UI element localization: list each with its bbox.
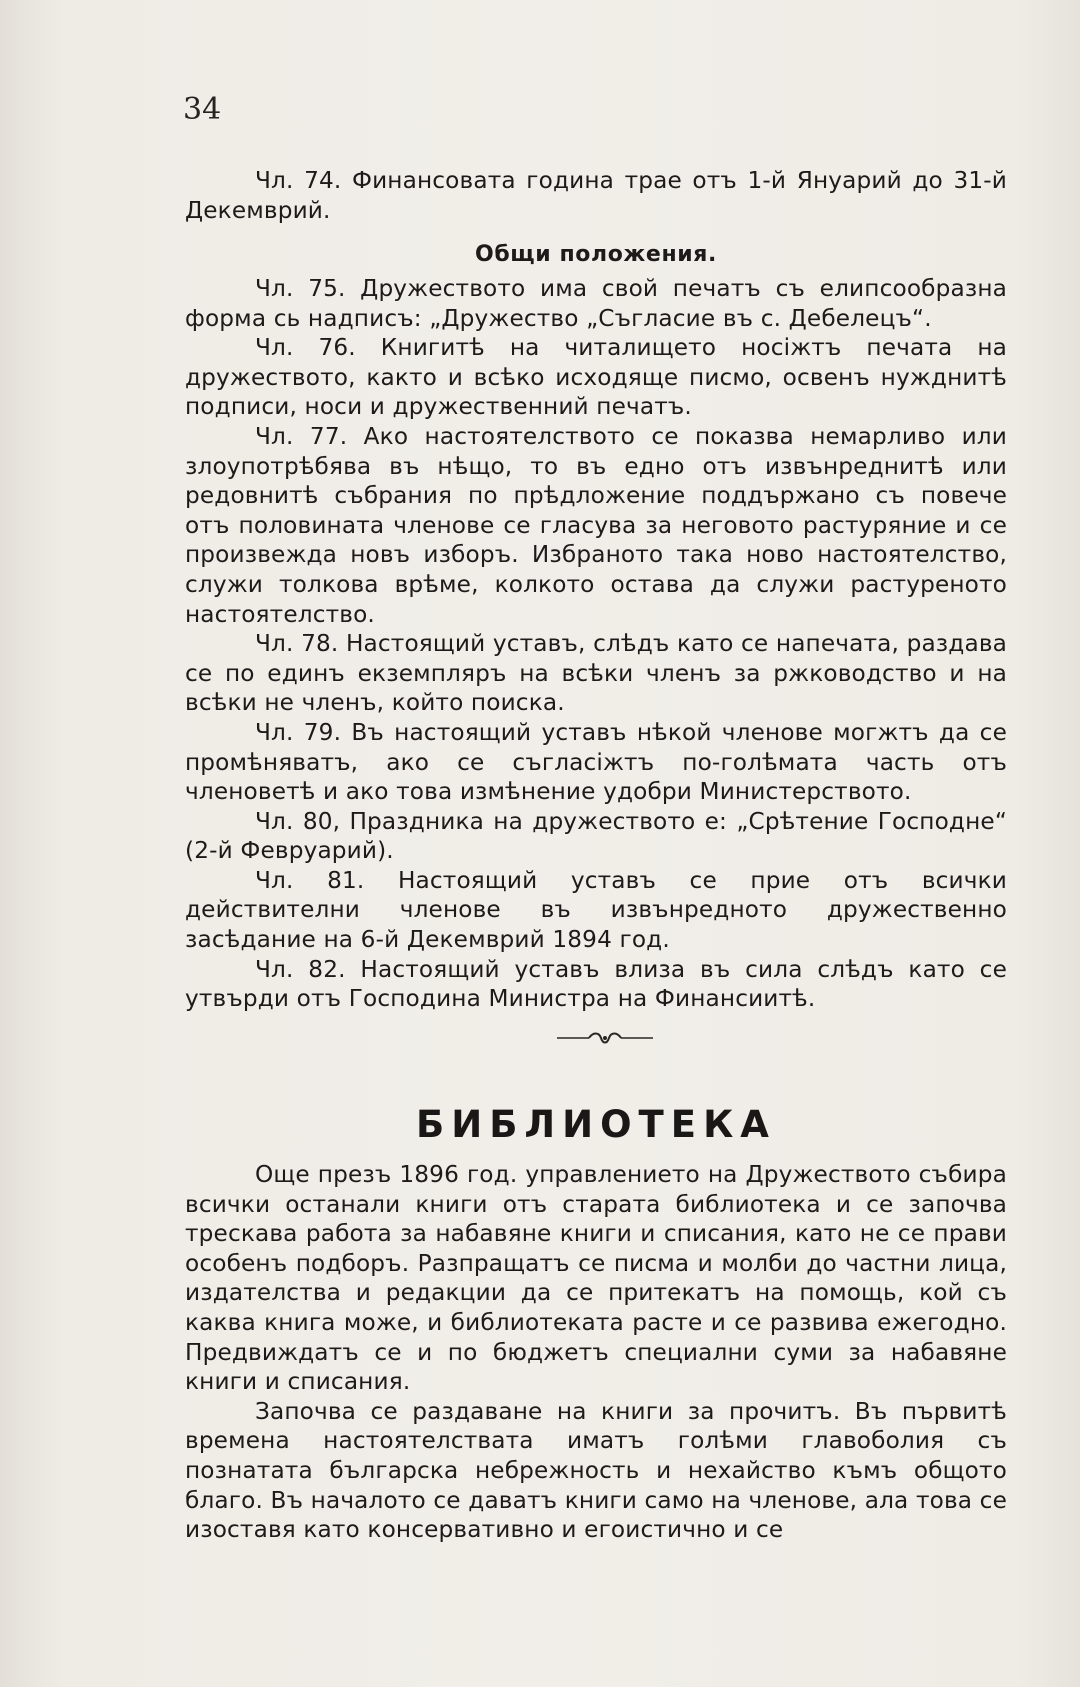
library-paragraph-1: Още презъ 1896 год. управлението на Дружеството събира всички останали книги отъ старата библиотека и се започва трескава работа за набавяне книги и списания, като не се прави особенъ подборъ. Разпращатъ се писма и молби до частни лица, издателства и редакции да се притекатъ на помощь, кой съ каква книга може, и библиотеката расте и се развива ежегодно. Предвиждатъ се и по бюджетъ специални суми за набавяне книги и списания. (185, 1161, 1007, 1396)
article-75: Чл. 75. Дружеството има свой печатъ съ елипсообразна форма сь надписъ: „Дружество „Съгласие въ с. Дебелецъ“. (185, 275, 1007, 332)
article-block-general (185, 274, 1007, 1014)
article-81: Чл. 81. Настоящий уставъ се прие отъ всички действителни членове въ извънредното дружественно засѣдание на 6-й Декемврий 1894 год. (185, 866, 1007, 954)
section-heading-general: Общи положения. (475, 242, 717, 267)
article-76: Чл. 76. Книгитѣ на читалището носіжтъ печата на дружеството, както и всѣко исходяще писмо, освенъ нужднитѣ подписи, носи и дружественний печатъ. (185, 334, 1007, 421)
library-paragraph-2: Започва се раздаване на книги за прочитъ. Въ първитѣ времена настоятелствата иматъ голѣми главоболия съ познатата българска небрежность и нехайство къмъ общото благо. Въ началото се даватъ книги само на членове, ала това се изоставя като консервативно и егоистично и се (185, 1397, 1007, 1544)
article-block-top (185, 166, 1007, 225)
ornament-divider (555, 1031, 655, 1045)
page-number: 34 (183, 92, 222, 127)
article-78: Чл. 78. Настоящий уставъ, слѣдъ като се напечата, раздава се по единъ екземпляръ на всѣки членъ за ржководство и на всѣки не членъ, който поиска. (185, 630, 1007, 717)
article-79: Чл. 79. Въ настоящий уставъ нѣкой членове могжтъ да се промѣняватъ, ако се съгласіжтъ по-голѣмата часть отъ членоветѣ и ако това измѣнение удобри Министерството. (185, 718, 1007, 806)
library-text (185, 1160, 1007, 1545)
article-82: Чл. 82. Настоящий уставъ влиза въ сила слѣдъ като се утвърди отъ Господина Министра на Финансиитѣ. (185, 955, 1007, 1013)
article-74: Чл. 74. Финансовата година трае отъ 1-й Януарий до 31-й Декемврий. (185, 167, 1007, 224)
article-77: Чл. 77. Ако настоятелството се показва немарливо или злоупотрѣбява въ нѣщо, то въ едно отъ извънреднитѣ или редовнитѣ събрания по прѣдложение поддържано съ повече отъ половината членове се гласува за неговото растуряние и се произвежда новъ изборъ. Избраното така ново настоятелство, служи толкова врѣме, колкото остава да служи растуреното настоятелство. (185, 422, 1007, 628)
article-80: Чл. 80, Праздника на дружеството е: „Срѣтение Господне“ (2-й Февруарий). (185, 807, 1007, 865)
library-heading: БИБЛИОТЕКА (416, 1103, 776, 1146)
